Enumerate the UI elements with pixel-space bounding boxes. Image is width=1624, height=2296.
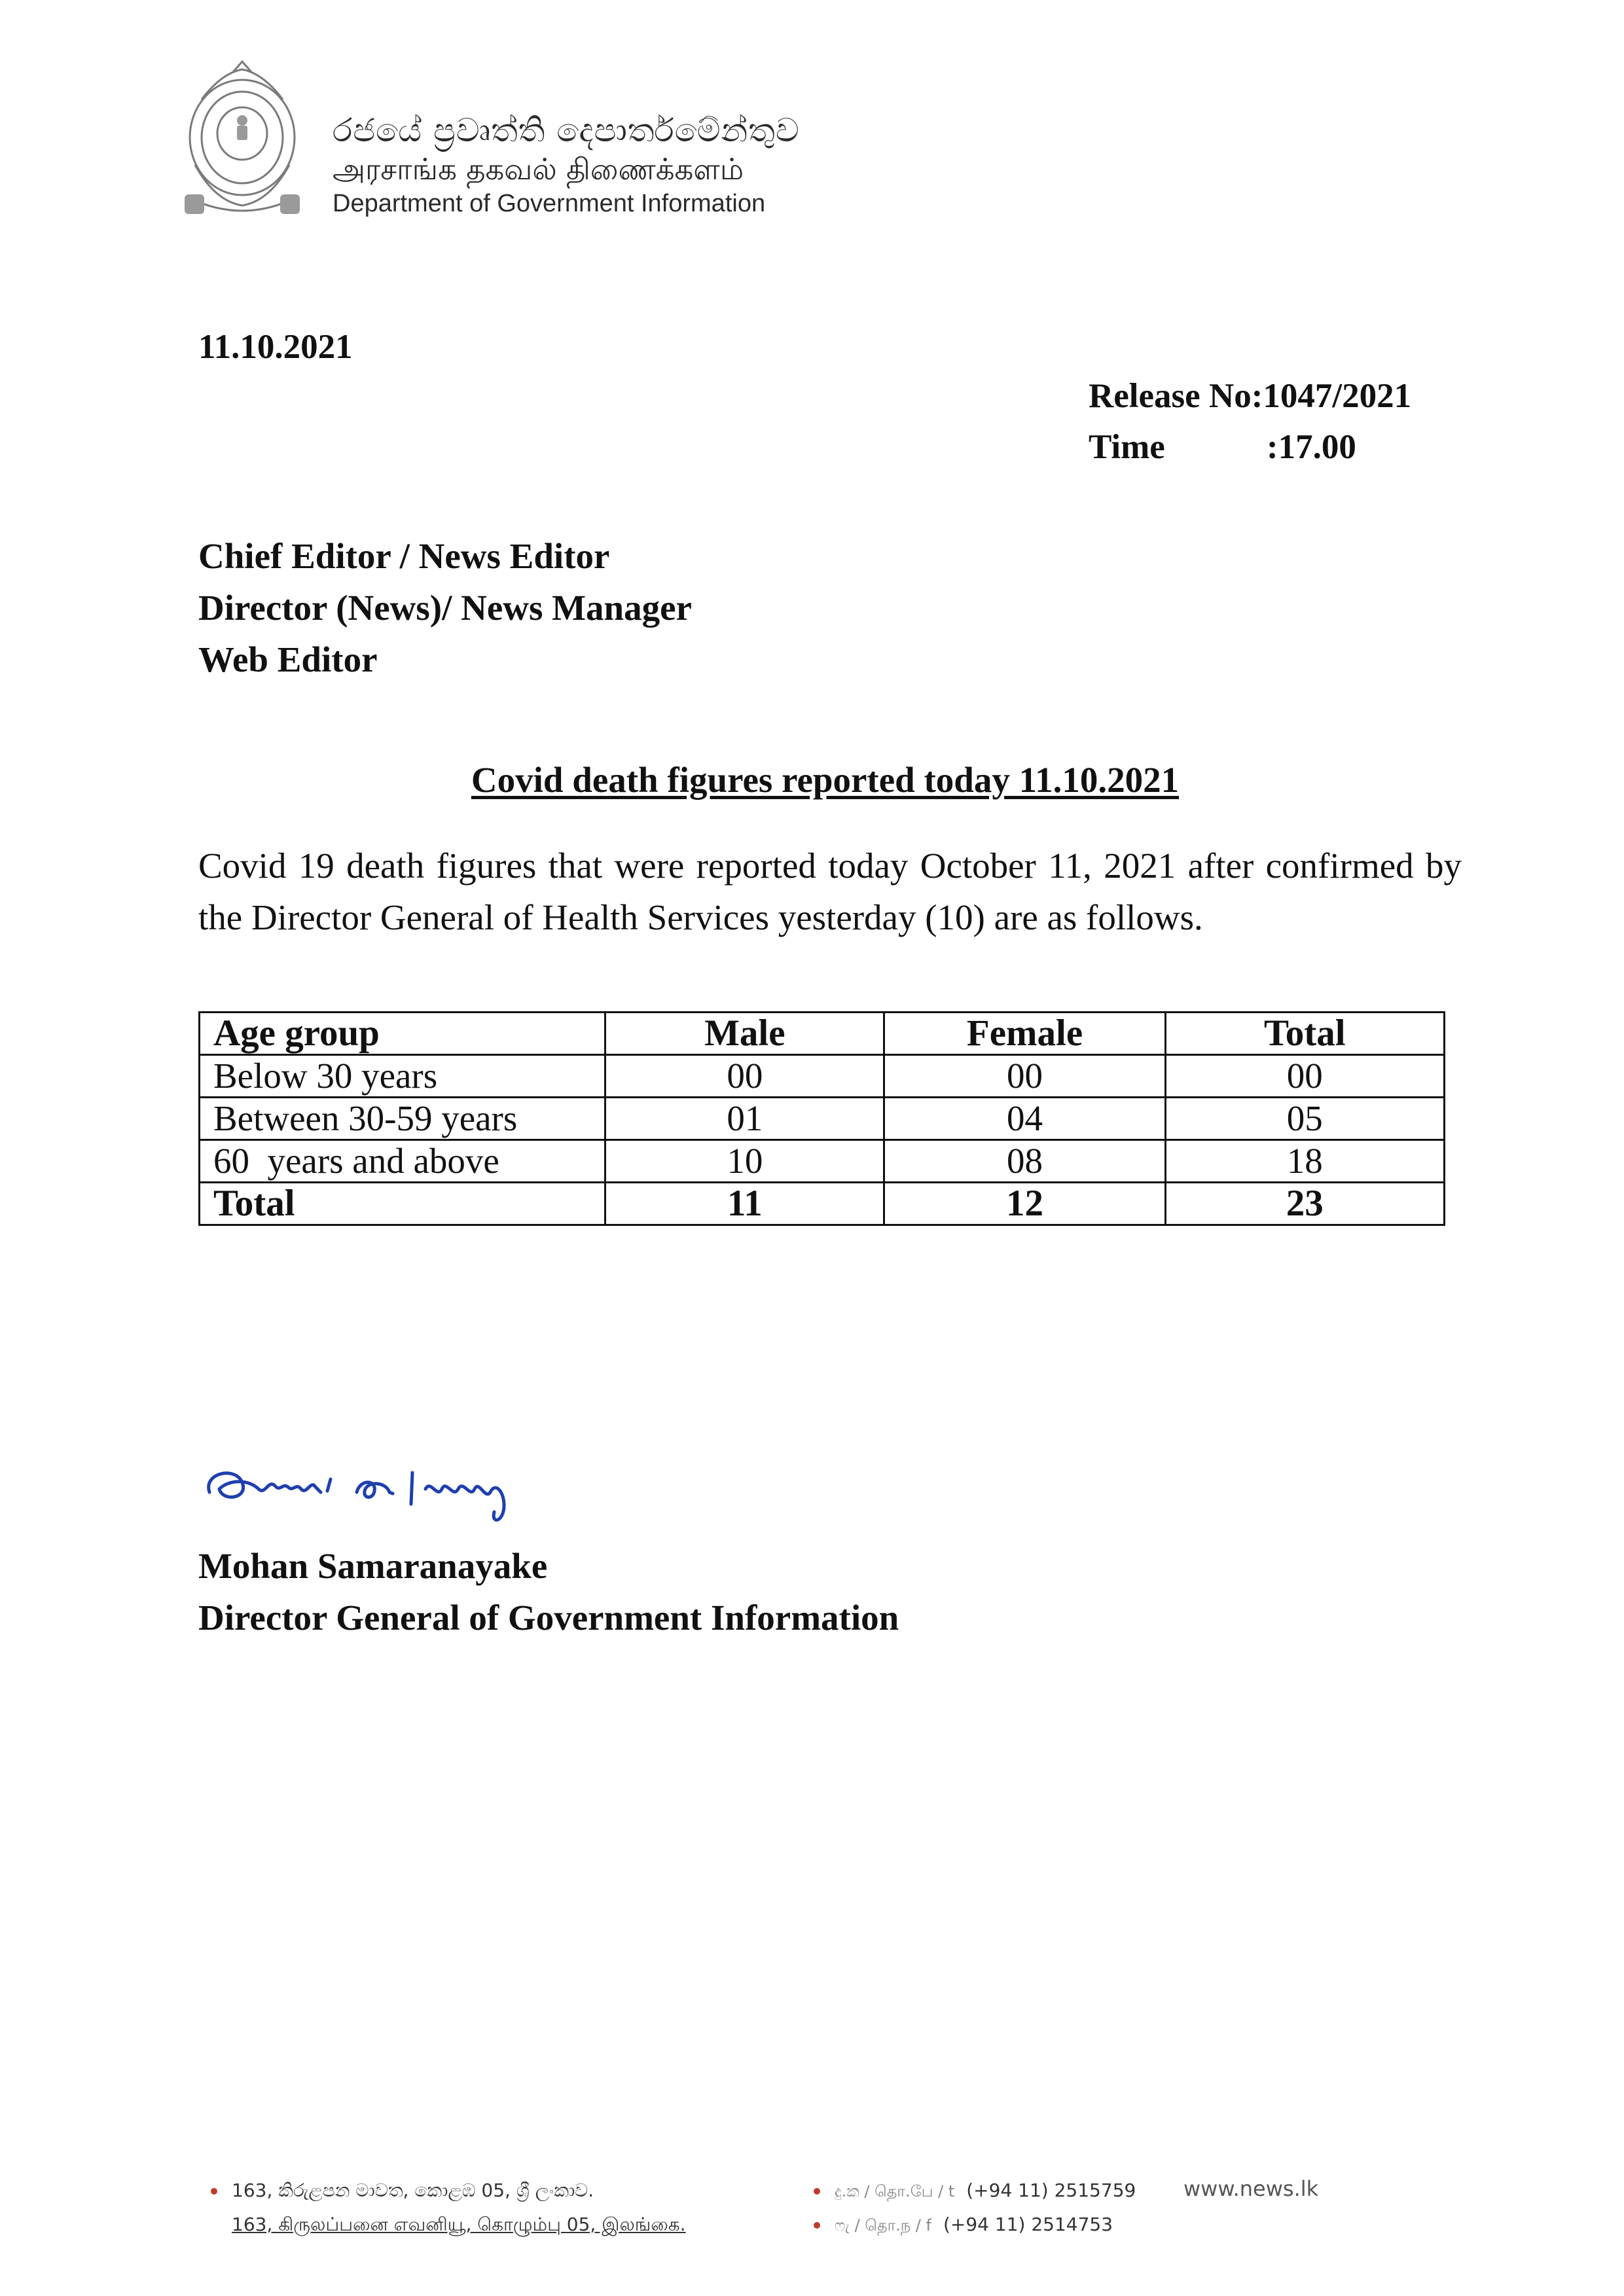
letterhead-sinhala: රජයේ ප්‍රවෘත්ති දෙපාර්තමේන්තුව (333, 111, 800, 149)
table-total-cell: Total (200, 1183, 605, 1225)
handwritten-signature (196, 1453, 569, 1532)
time-label: Time (1089, 428, 1165, 466)
intro-paragraph: Covid 19 death figures that were reported today October 11, 2021 after confirmed by the Director General of Health Services yesterday (10) are as follows. (198, 846, 1462, 937)
bullet-dot-icon (814, 2222, 820, 2229)
signer-block (198, 1540, 899, 1643)
table-cell: 10 (605, 1140, 884, 1183)
table-cell: 18 (1165, 1140, 1444, 1183)
table-cell: 00 (884, 1055, 1165, 1098)
table-row (200, 1140, 1445, 1183)
footer-telephone: දු.ක / தொ.பே / t (+94 11) 2515759 (814, 2179, 1136, 2202)
release-time: :17.00 (1267, 428, 1356, 466)
release-number: 1047/2021 (1263, 377, 1412, 415)
bullet-dot-icon (211, 2188, 217, 2195)
footer-address-sinhala: 163, කිරුළපන මාවත, කොළඹ 05, ශ්‍රී ලංකාව. (211, 2179, 594, 2202)
signer-title: Director General of Government Information (198, 1598, 899, 1638)
letterhead-tamil: அரசாங்க தகவல் திணைக்களம் (333, 152, 744, 187)
release-date: 11.10.2021 (198, 328, 353, 366)
release-label: Release No: (1089, 377, 1263, 415)
bullet-dot-icon (814, 2188, 820, 2195)
table-header-cell: Age group (200, 1013, 605, 1055)
table-total-row (200, 1183, 1445, 1225)
document-title: Covid death figures reported today 11.10.2021 (471, 760, 1180, 800)
table-header-cell: Male (605, 1013, 884, 1055)
footer-address-tamil: 163, கிருலப்பனை எவனியூ, கொழும்பு 05, இலங்கை. (232, 2214, 686, 2235)
sri-lanka-emblem-logo (175, 60, 310, 225)
release-number-row (1089, 376, 1411, 416)
table-cell: 00 (1165, 1055, 1444, 1098)
table-header-cell: Total (1165, 1013, 1444, 1055)
table-total-cell: 11 (605, 1183, 884, 1225)
table-header-row (200, 1013, 1445, 1055)
table-cell: 08 (884, 1140, 1165, 1183)
recipient-line: Chief Editor / News Editor (198, 536, 610, 576)
death-figures-table (198, 1011, 1445, 1226)
table-cell: 00 (605, 1055, 884, 1098)
footer-website: www.news.lk (1183, 2176, 1319, 2201)
table-row (200, 1098, 1445, 1140)
table-cell: Below 30 years (200, 1055, 605, 1098)
signer-name: Mohan Samaranayake (198, 1546, 548, 1586)
release-time-row (1089, 427, 1356, 467)
table-cell: 01 (605, 1098, 884, 1140)
table-header-cell: Female (884, 1013, 1165, 1055)
table-total-cell: 12 (884, 1183, 1165, 1225)
recipient-list (198, 530, 692, 685)
table-cell: Between 30-59 years (200, 1098, 605, 1140)
table-cell: 04 (884, 1098, 1165, 1140)
recipient-line: Director (News)/ News Manager (198, 588, 692, 628)
table-cell: 60 years and above (200, 1140, 605, 1183)
table-total-cell: 23 (1165, 1183, 1444, 1225)
table-cell: 05 (1165, 1098, 1444, 1140)
table-row (200, 1055, 1445, 1098)
footer-fax: ෆැ / தொ.ந / f (+94 11) 2514753 (814, 2214, 1113, 2236)
letterhead-english: Department of Government Information (333, 190, 766, 217)
recipient-line: Web Editor (198, 639, 378, 679)
